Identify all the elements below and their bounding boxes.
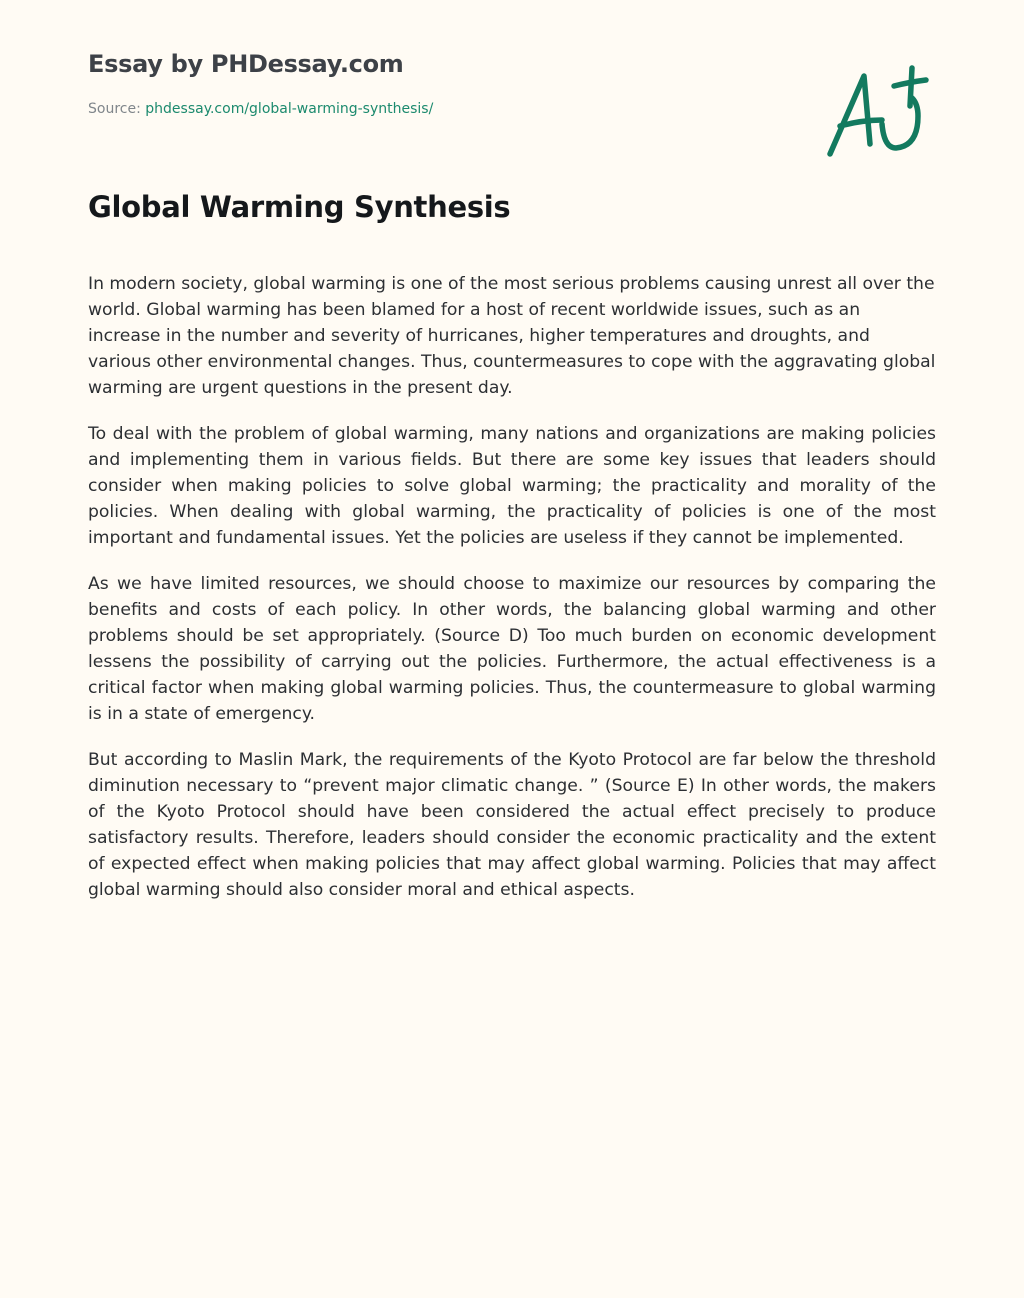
source-line — [88, 101, 433, 117]
source-link[interactable]: phdessay.com/global-warming-synthesis/ — [145, 101, 434, 117]
essay-title: Global Warming Synthesis — [88, 190, 511, 224]
paragraph: To deal with the problem of global warming, many nations and organizations are making policies and implementing them in various fields. But there are some key issues that leaders should consider when making policies to solve global warming; the practicality and morality of the policies. When dealing with global warming, the practicality of policies is one of the most important and fundamental issues. Yet the policies are useless if they cannot be implemented. — [88, 424, 936, 548]
paragraph: As we have limited resources, we should choose to maximize our resources by comparing the benefits and costs of each policy. In other words, the balancing global warming and other problems should be set appropriately. (Source D) Too much burden on economic development lessens the possibility of carrying out the policies. Furthermore, the actual effectiveness is a critical factor when making global warming policies. Thus, the countermeasure to global warming is in a state of emergency. — [88, 574, 936, 724]
a-plus-logo-icon — [822, 64, 932, 164]
essay-body — [88, 271, 936, 923]
paragraph: In modern society, global warming is one of the most serious problems causing unrest all over the world. Global warming has been blamed for a host of recent worldwide issues, such as an increase in the number and severity of hurricanes, higher temperatures and droughts, and various other environmental changes. Thus, countermeasures to cope with the aggravating global warming are urgent questions in the present day. — [88, 274, 936, 398]
paragraph: But according to Maslin Mark, the requirements of the Kyoto Protocol are far below the threshold diminution necessary to “prevent major climatic change. ” (Source E) In other words, the makers of the Kyoto Protocol should have been considered the actual effect precisely to produce satisfactory results. Therefore, leaders should consider the economic practicality and the extent of expected effect when making policies that may affect global warming. Policies that may affect global warming should also consider moral and ethical aspects. — [88, 750, 936, 900]
source-label: Source: — [88, 101, 141, 117]
site-brand: Essay by PHDessay.com — [88, 50, 404, 78]
